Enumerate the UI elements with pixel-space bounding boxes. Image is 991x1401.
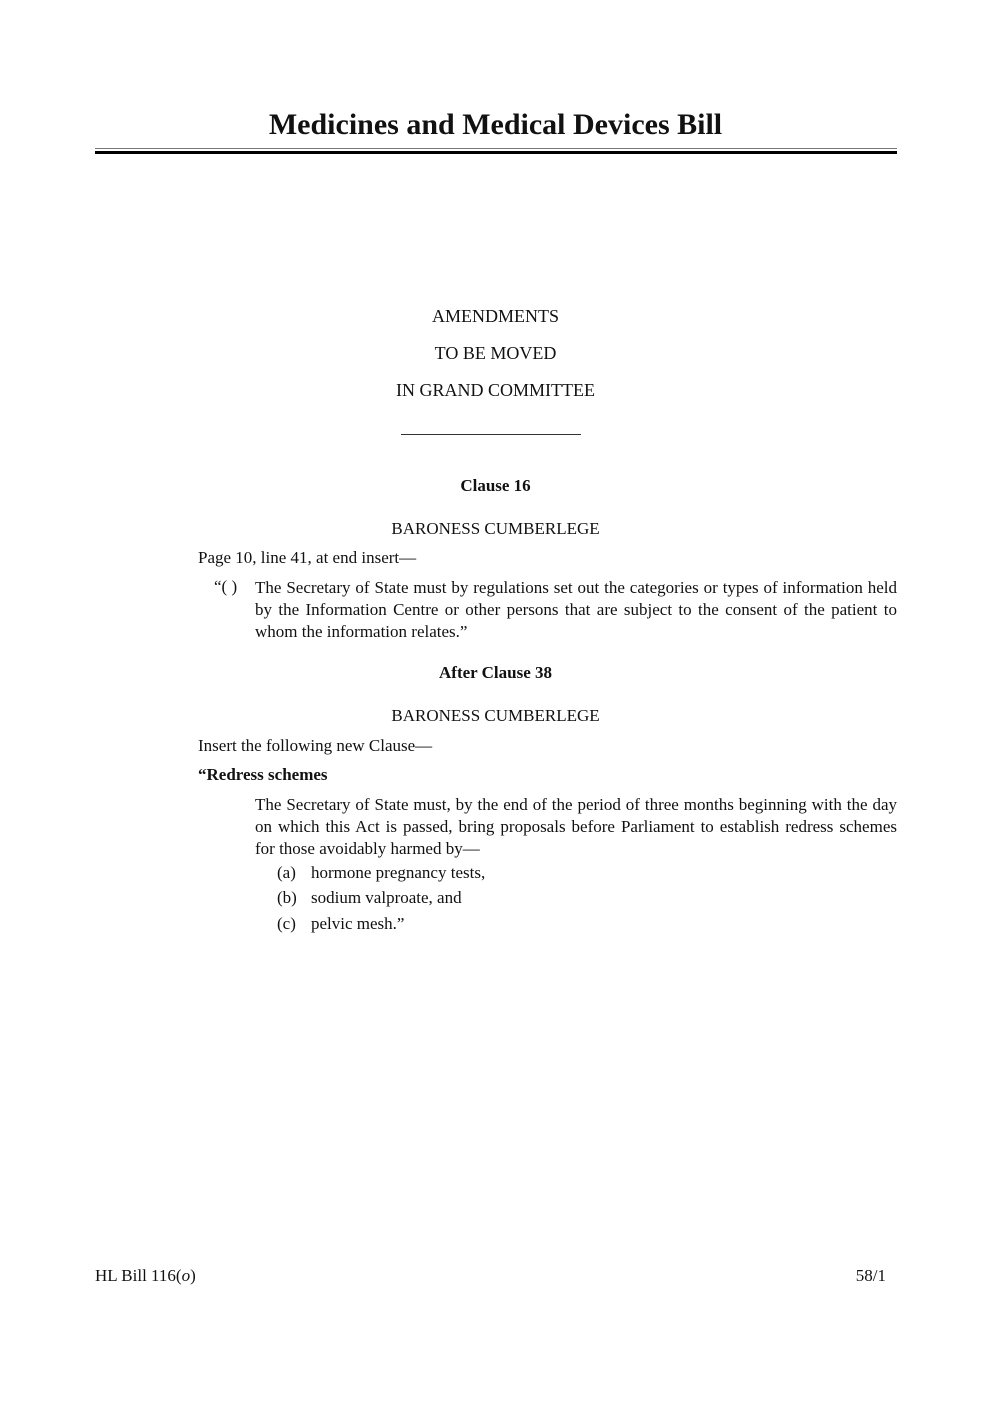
- mover-name: BARONESS CUMBERLEGE: [391, 706, 600, 725]
- bill-reference-suffix: o: [181, 1266, 191, 1285]
- separator-rule: [401, 434, 581, 435]
- bill-reference: [95, 1266, 196, 1286]
- list-item: [277, 888, 462, 908]
- new-clause-title: “Redress schemes: [198, 765, 328, 784]
- title-rule-thick: [95, 151, 897, 154]
- amendment-text: The Secretary of State must by regulations set out the categories or types of information held by the Information Centre or other persons that are subject to the consent of the patient to whom the information relates.”: [255, 578, 897, 641]
- list-item-label: (a): [277, 863, 296, 882]
- list-item: [277, 863, 485, 883]
- amendment-text: The Secretary of State must, by the end of the period of three months beginning with the day on which this Act is passed, bring proposals before Parliament to establish redress schemes for those avoidably harmed by—: [255, 795, 897, 858]
- bill-reference-text: HL Bill 116(: [95, 1266, 182, 1285]
- page-reference: 58/1: [855, 1266, 886, 1285]
- title-rule-thin: [95, 148, 897, 149]
- heading-line-2: TO BE MOVED: [434, 343, 557, 363]
- heading-line-1: AMENDMENTS: [431, 306, 559, 326]
- open-quote-marker: “( ): [214, 577, 238, 596]
- heading-line-3: IN GRAND COMMITTEE: [396, 380, 595, 400]
- amendment-instruction: Page 10, line 41, at end insert—: [198, 548, 417, 567]
- list-item: [277, 914, 404, 934]
- bill-reference-close: ): [190, 1266, 196, 1285]
- list-item-text: sodium valproate, and: [311, 888, 462, 907]
- list-item-text: hormone pregnancy tests,: [311, 863, 486, 882]
- bill-title: Medicines and Medical Devices Bill: [268, 108, 723, 141]
- list-item-text: pelvic mesh.”: [311, 914, 405, 933]
- clause-heading: After Clause 38: [439, 663, 552, 682]
- amendment-instruction: Insert the following new Clause—: [198, 736, 433, 755]
- list-item-label: (c): [277, 914, 296, 933]
- clause-heading: Clause 16: [460, 476, 531, 495]
- mover-name: BARONESS CUMBERLEGE: [391, 519, 600, 538]
- list-item-label: (b): [277, 888, 297, 907]
